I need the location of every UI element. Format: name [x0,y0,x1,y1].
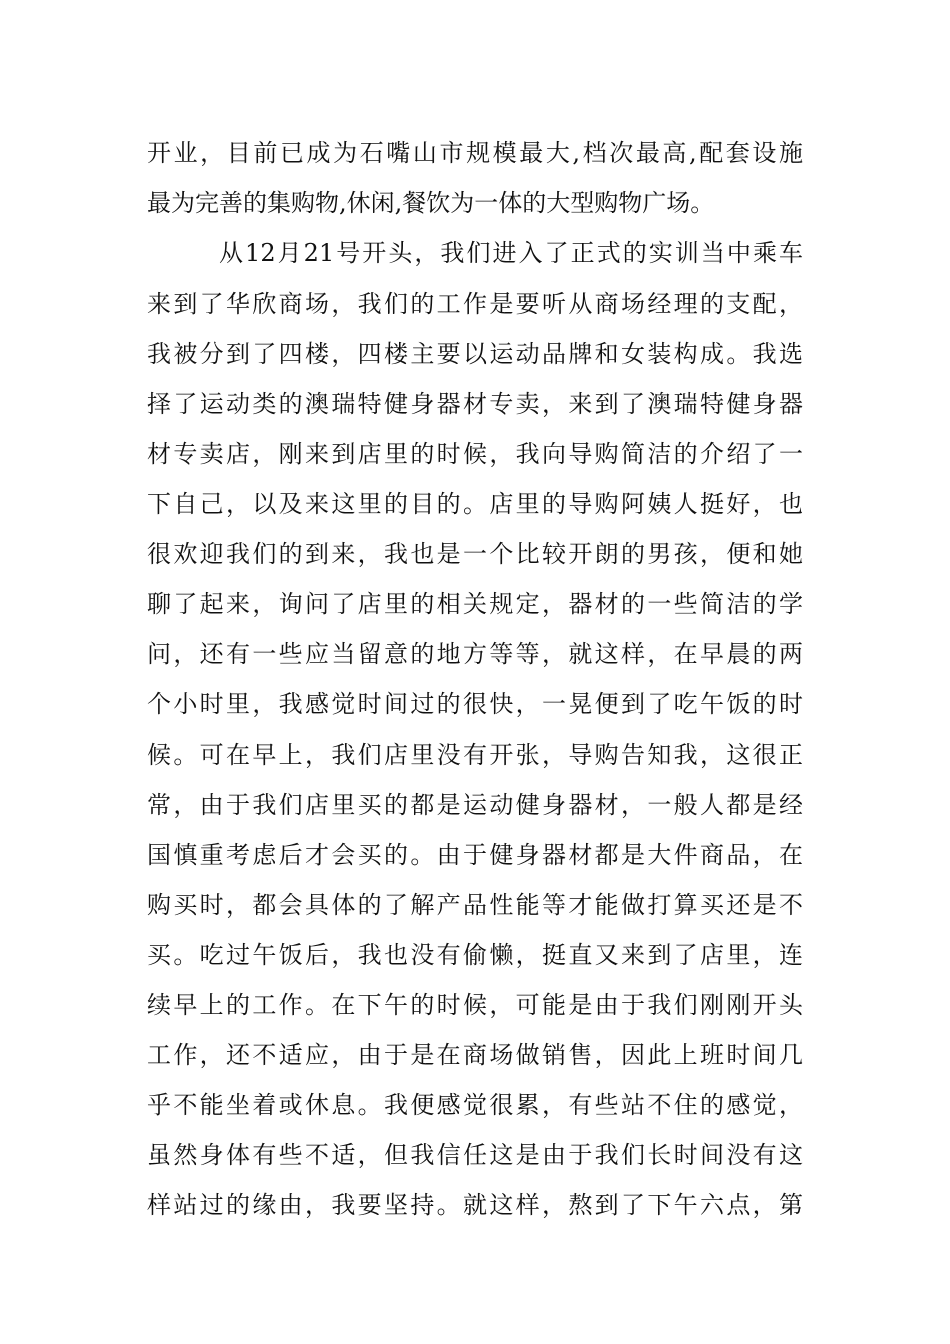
text-line-2: 最为完善的集购物,休闲,餐饮为一体的大型购物广场。 [147,189,715,217]
text-line-20: 乎不能坐着或休息。我便感觉很累，有些站不住的感觉， [147,1091,803,1119]
text-line-11: 问，还有一些应当留意的地方等等，就这样，在早晨的两 [147,640,803,668]
text-line-6: 择了运动类的澳瑞特健身器材专卖，来到了澳瑞特健身器 [147,390,803,418]
text-line-14: 常，由于我们店里买的都是运动健身器材，一般人都是经 [147,791,803,819]
text-line-22: 样站过的缘由，我要坚持。就这样，熬到了下午六点，第 [147,1191,803,1219]
text-line-13: 候。可在早上，我们店里没有开张，导购告知我，这很正 [147,741,803,769]
text-line-5: 我被分到了四楼，四楼主要以运动品牌和女装构成。我选 [147,340,803,368]
text-line-17: 买。吃过午饭后，我也没有偷懒，挺直又来到了店里，连 [147,941,803,969]
text-line-12: 个小时里，我感觉时间过的很快，一晃便到了吃午饭的时 [147,690,803,718]
text-line-4: 来到了华欣商场，我们的工作是要听从商场经理的支配， [147,290,803,318]
text-line-8: 下自己，以及来这里的目的。店里的导购阿姨人挺好，也 [147,490,803,518]
text-line-18: 续早上的工作。在下午的时候，可能是由于我们刚刚开头 [147,991,803,1019]
text-line-3: 从12月21号开头，我们进入了正式的实训当中乘车 [219,239,803,267]
text-line-16: 购买时，都会具体的了解产品性能等才能做打算买还是不 [147,891,803,919]
text-line-7: 材专卖店，刚来到店里的时候，我向导购简洁的介绍了一 [147,440,803,468]
text-line-21: 虽然身体有些不适，但我信任这是由于我们长时间没有这 [147,1141,803,1169]
text-line-15: 国慎重考虑后才会买的。由于健身器材都是大件商品，在 [147,841,803,869]
text-line-10: 聊了起来，询问了店里的相关规定，器材的一些简洁的学 [147,590,803,618]
text-line-9: 很欢迎我们的到来，我也是一个比较开朗的男孩，便和她 [147,540,803,568]
text-line-1: 开业，目前已成为石嘴山市规模最大,档次最高,配套设施 [147,139,803,167]
text-line-19: 工作，还不适应，由于是在商场做销售，因此上班时间几 [147,1041,803,1069]
